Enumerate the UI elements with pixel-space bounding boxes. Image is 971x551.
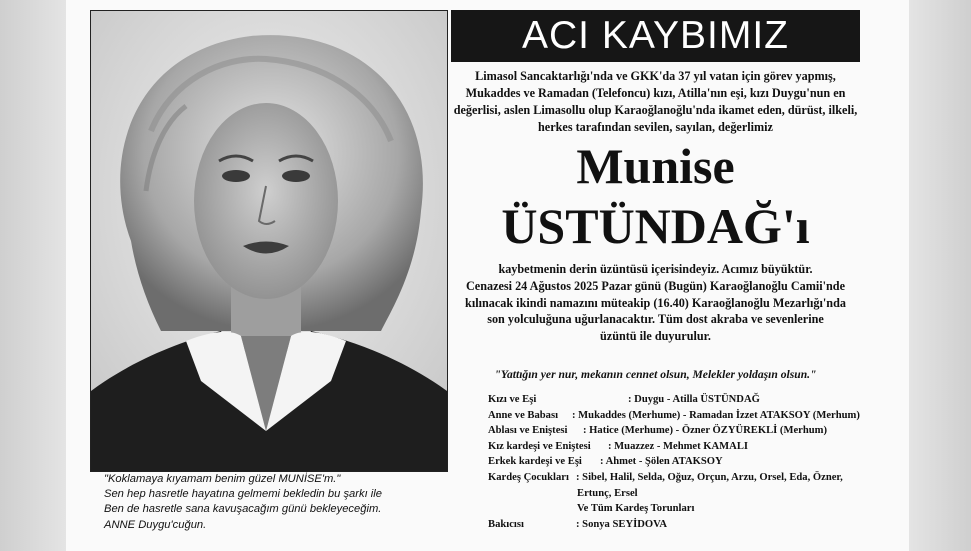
intro-line: herkes tarafından sevilen, sayılan, değerlimiz xyxy=(538,120,773,134)
right-margin xyxy=(909,0,971,551)
body-line: Cenazesi 24 Ağustos 2025 Pazar günü (Bugün) Karaoğlanoğlu Camii'nde xyxy=(466,278,845,293)
body-line: son yolculuğuna uğurlanacaktır. Tüm dost akraba ve sevenlerine xyxy=(487,312,824,327)
relative-value: : Muazzez - Mehmet KAMALI xyxy=(608,440,749,452)
intro-text xyxy=(451,68,860,136)
relative-continuation: Ertunç, Ersel xyxy=(577,487,638,499)
deceased-first-name: Munise xyxy=(576,138,735,194)
intro-line: Mukaddes ve Ramadan (Telefoncu) kızı, Atilla'nın eşi, kızı Duygu'nun en xyxy=(465,86,846,100)
caption-line: "Koklamaya kıyamam benim güzel MUNİSE'm." xyxy=(104,473,341,485)
relative-label: Kızı ve Eşi xyxy=(488,394,537,405)
relative-row xyxy=(488,470,860,486)
caretaker-row xyxy=(488,517,860,533)
portrait-illustration xyxy=(91,11,447,471)
caption-line: ANNE Duygu'cuğun. xyxy=(104,518,207,531)
caretaker-value: : Sonya SEYİDOVA xyxy=(576,518,668,530)
relative-label: Kardeş Çocukları xyxy=(488,471,569,483)
relatives-list xyxy=(488,392,860,532)
portrait-photo xyxy=(90,10,448,472)
relative-row xyxy=(488,439,860,455)
body-line: kılınacak ikindi namazını müteakip (16.40) Karaoğlanoğlu Mezarlığı'nda xyxy=(465,295,846,310)
deceased-last-name: ÜSTÜNDAĞ'ı xyxy=(501,198,810,254)
intro-line: değerlisi, aslen Limasollu olup Karaoğlanoğlu'nda ikamet eden, dürüst, ilkeli, xyxy=(453,103,858,117)
relative-row xyxy=(488,408,860,424)
body-line: üzüntü ile duyurulur. xyxy=(600,329,711,344)
prayer-quote: "Yattığın yer nur, mekanın cennet olsun, Melekler yoldaşın olsun." xyxy=(494,368,817,381)
relative-label: Anne ve Babası xyxy=(488,409,559,421)
relative-value: : Mukaddes (Merhume) - Ramadan İzzet ATAKSOY (Merhum) xyxy=(572,409,860,421)
photo-caption xyxy=(104,472,444,533)
caption-line: Sen hep hasretle hayatına gelmemi bekledin bu şarkı ile xyxy=(104,488,382,501)
relative-row xyxy=(488,454,860,470)
caretaker-label: Bakıcısı xyxy=(488,518,524,530)
relative-row xyxy=(488,423,860,439)
relative-value: : Duygu - Atilla ÜSTÜNDAĞ xyxy=(628,394,760,405)
relative-value: : Hatice (Merhume) - Özner ÖZYÜREKLİ (Merhum) xyxy=(583,425,827,437)
caption-line: Ben de hasretle sana kavuşacağım günü bekleyeceğim. xyxy=(104,503,382,516)
headline-banner: ACI KAYBIMIZ xyxy=(451,10,860,62)
relative-label: Ablası ve Eniştesi xyxy=(488,425,568,437)
intro-line: Limasol Sancaktarlığı'nda ve GKK'da 37 yıl vatan için görev yapmış, xyxy=(475,69,836,83)
relative-value: : Ahmet - Şölen ATAKSOY xyxy=(600,456,723,468)
body-line: kaybetmenin derin üzüntüsü içerisindeyiz. Acımız büyüktür. xyxy=(498,262,813,276)
relative-label: Kız kardeşi ve Eniştesi xyxy=(488,440,591,452)
left-margin xyxy=(0,0,66,551)
relative-row xyxy=(488,392,860,408)
announcement-body xyxy=(451,261,860,345)
relative-value: : Sibel, Halil, Selda, Oğuz, Orçun, Arzu, Orsel, Eda, Özner, xyxy=(576,471,843,483)
relative-label: Erkek kardeşi ve Eşi xyxy=(488,456,582,468)
relative-continuation: Ve Tüm Kardeş Torunları xyxy=(577,503,695,515)
